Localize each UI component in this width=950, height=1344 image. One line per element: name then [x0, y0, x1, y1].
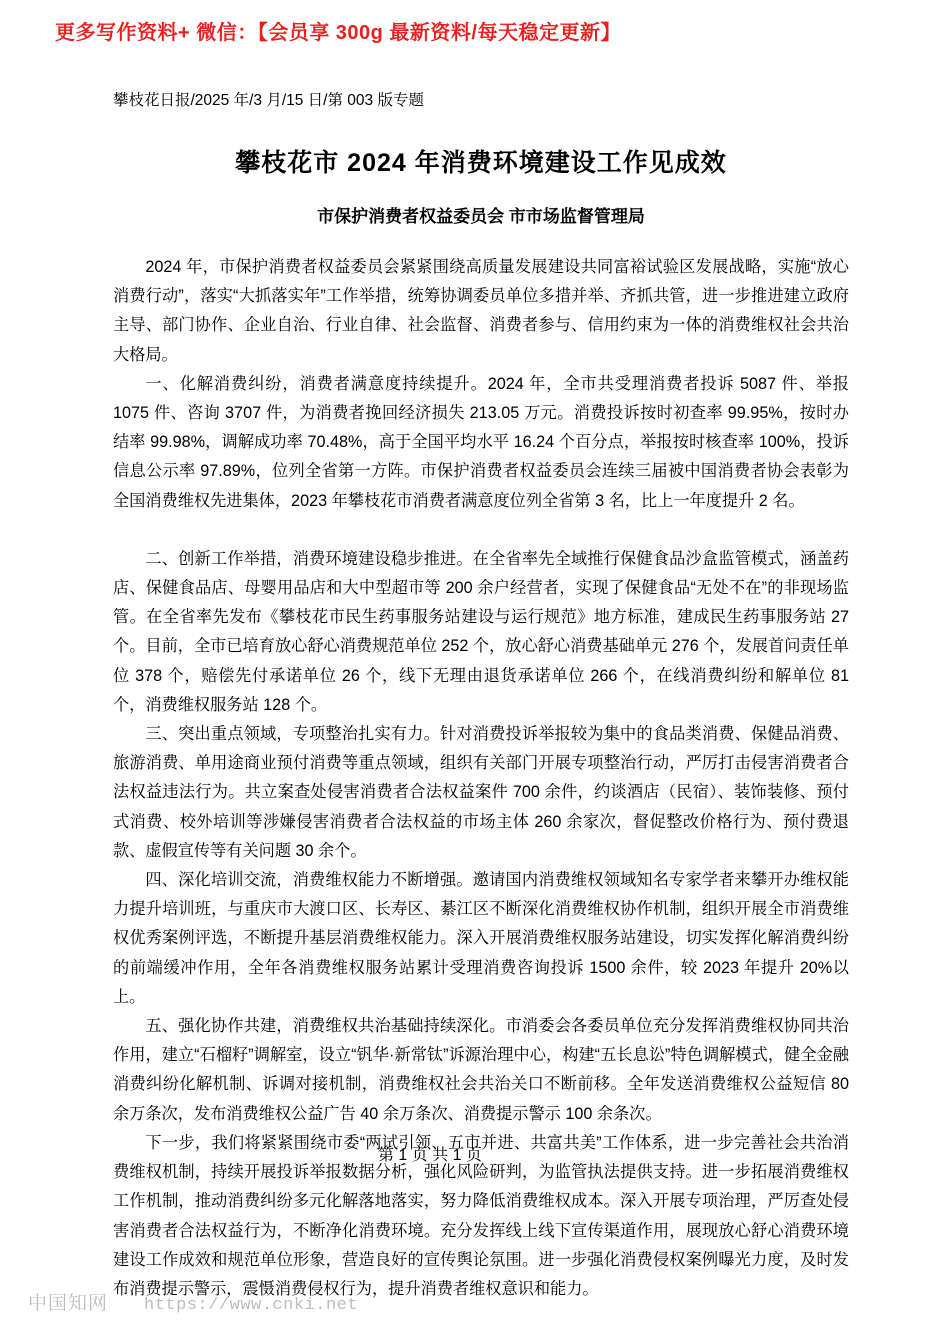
cnki-site-name: 中国知网	[28, 1293, 109, 1314]
page-title: 攀枝花市 2024 年消费环境建设工作见成效	[235, 149, 727, 177]
article-paragraph: 2024 年，市保护消费者权益委员会紧紧围绕高质量发展建设共同富裕试验区发展战略，实施“放心消费行动”，落实“大抓落实年”工作举措，统筹协调委员单位多措并举、齐抓共管，进一步推进建立政府主导、部门协作、企业自治、行业自律、社会监督、消费者参与、信用约束为一体的消费维权社会共治大格局。	[113, 258, 849, 364]
document-byline: 市保护消费者权益委员会 市市场监督管理局	[317, 207, 645, 226]
promo-banner-text: 更多写作资料+ 微信：【会员享 300g 最新资料/每天稳定更新】	[55, 22, 621, 44]
masthead-source-line: 攀枝花日报/2025 年/3 月/15 日/第 003 版专题	[113, 92, 424, 109]
cnki-url: https://www.cnki.net	[144, 1296, 359, 1315]
article-paragraph: 二、创新工作举措，消费环境建设稳步推进。在全省率先全域推行保健食品沙盒监管模式，涵盖药店、保健食品店、母婴用品店和大中型超市等 200 余户经营者，实现了保健食品“无处不在”的非现场监管。在全省率先发布《攀枝花市民生药事服务站建设与运行规范》地方标准，建成民生药事服务站 27 个。目前，全市已培育放心舒心消费规范单位 252 个，放心舒心消费基础单元 276 个，发展首问责任单位 378 个，赔偿先付承诺单位 26 个，线下无理由退货承诺单位 266 个，在线消费纠纷和解单位 81 个，消费维权服务站 128 个。	[113, 549, 849, 714]
article-paragraph: 下一步，我们将紧紧围绕市委“两试引领、五市并进、共富共美”工作体系，进一步完善社会共治消费维权机制，持续开展投诉举报数据分析，强化风险研判，为监管执法提供支持。进一步拓展消费维权工作机制，推动消费纠纷多元化解落地落实，努力降低消费维权成本。深入开展专项治理，严厉查处侵害消费者合法权益行为，不断净化消费环境。充分发挥线上线下宣传渠道作用，展现放心舒心消费环境建设工作成效和规范单位形象，营造良好的宣传舆论氛围。进一步强化消费侵权案例曝光力度，及时发布消费提示警示，震慑消费侵权行为，提升消费者维权意识和能力。	[113, 1133, 849, 1298]
article-paragraph: 一、化解消费纠纷，消费者满意度持续提升。2024 年，全市共受理消费者投诉 5087 件、举报 1075 件、咨询 3707 件，为消费者挽回经济损失 213.05 万元。消费投诉按时初查率 99.95%，按时办结率 99.98%，调解成功率 70.48%，高于全国平均水平 16.24 个百分点，举报按时核查率 100%，投诉信息公示率 97.89%，位列全省第一方阵。市保护消费者权益委员会连续三届被中国消费者协会表彰为全国消费维权先进集体，2023 年攀枝花市消费者满意度位列全省第 3 名，比上一年度提升 2 名。	[113, 374, 849, 510]
document-body	[113, 88, 849, 1304]
article-paragraph: 三、突出重点领域，专项整治扎实有力。针对消费投诉举报较为集中的食品类消费、保健品消费、旅游消费、单用途商业预付消费等重点领域，组织有关部门开展专项整治行动，严厉打击侵害消费者合法权益违法行为。共立案查处侵害消费者合法权益案件 700 余件，约谈酒店（民宿）、装饰装修、预付式消费、校外培训等涉嫌侵害消费者合法权益的市场主体 260 余家次，督促整改价格行为、预付费退款、虚假宣传等有关问题 30 余个。	[113, 725, 849, 860]
article-paragraph: 四、深化培训交流，消费维权能力不断增强。邀请国内消费维权领域知名专家学者来攀开办维权能力提升培训班，与重庆市大渡口区、长寿区、綦江区不断深化消费维权协作机制，组织开展全市消费维权优秀案例评选，不断提升基层消费维权能力。深入开展消费维权服务站建设，切实发挥化解消费纠纷的前端缓冲作用，全年各消费维权服务站累计受理消费咨询投诉 1500 余件，较 2023 年提升 20%以上。	[113, 871, 849, 1006]
page-number-footer: 第 1 页 共 1 页	[377, 1147, 483, 1164]
article-paragraph: 五、强化协作共建，消费维权共治基础持续深化。市消委会各委员单位充分发挥消费维权协同共治作用，建立“石榴籽”调解室，设立“钒华·新常钛”诉源治理中心，构建“五长息讼”特色调解模式，健全金融消费纠纷化解机制、诉调对接机制，消费维权社会共治关口不断前移。全年发送消费维权公益短信 80 余万条次，发布消费维权公益广告 40 余万条次、消费提示警示 100 余条次。	[113, 1017, 849, 1123]
cnki-watermark	[28, 1288, 358, 1315]
